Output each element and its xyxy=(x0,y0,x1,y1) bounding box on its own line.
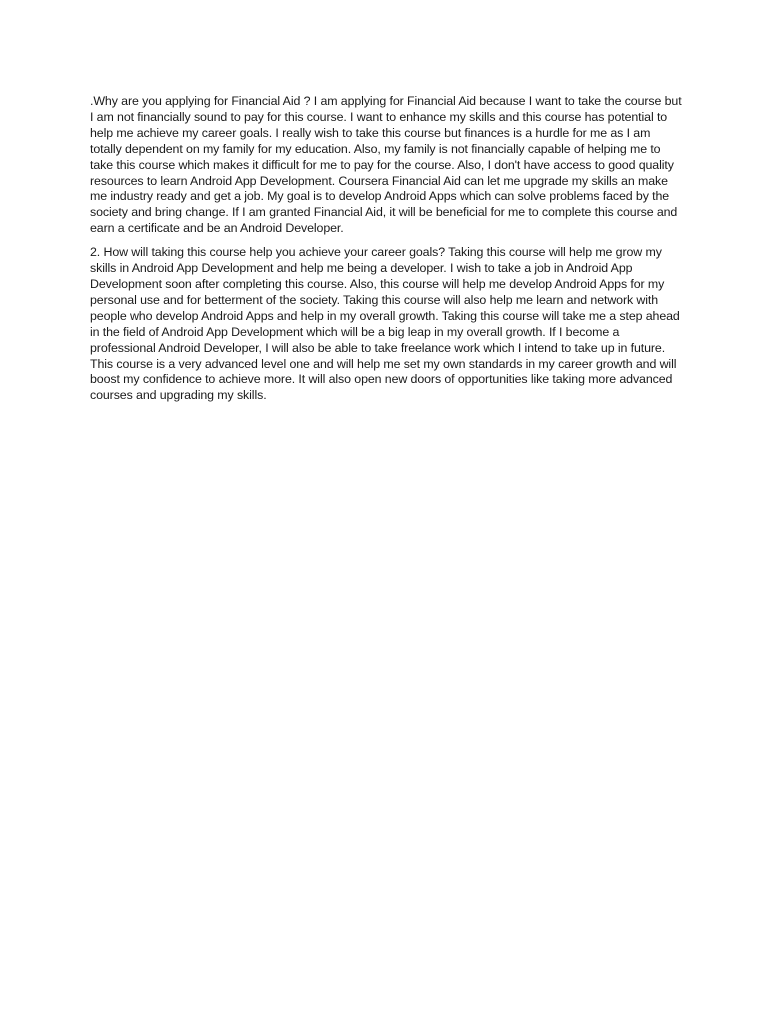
paragraph-financial-aid-reason: .Why are you applying for Financial Aid ? I am applying for Financial Aid because I want to take the course but I am not financially sound to pay for this course. I want to enhance my skills and this course has potential to help me achieve my career goals. I really wish to take this course but finances is a hurdle for me as I am totally dependent on my family for my education. Also, my family is not financially capable of helping me to take this course which makes it difficult for me to pay for the course. Also, I don't have access to good quality resources to learn Android App Development. Coursera Financial Aid can let me upgrade my skills an make me industry ready and get a job. My goal is to develop Android Apps which can solve problems faced by the society and bring change. If I am granted Financial Aid, it will be beneficial for me to complete this course and earn a certificate and be an Android Developer. xyxy=(90,94,682,236)
document-body xyxy=(90,94,682,412)
paragraph-career-goals: 2. How will taking this course help you achieve your career goals? Taking this course will help me grow my skills in Android App Development and help me being a developer. I wish to take a job in Android App Development soon after completing this course. Also, this course will help me develop Android Apps for my personal use and for betterment of the society. Taking this course will also help me learn and network with people who develop Android Apps and help in my overall growth. Taking this course will take me a step ahead in the field of Android App Development which will be a big leap in my overall growth. If I become a professional Android Developer, I will also be able to take freelance work which I intend to take up in future. This course is a very advanced level one and will help me set my own standards in my career growth and will boost my confidence to achieve more. It will also open new doors of opportunities like taking more advanced courses and upgrading my skills. xyxy=(90,245,680,403)
